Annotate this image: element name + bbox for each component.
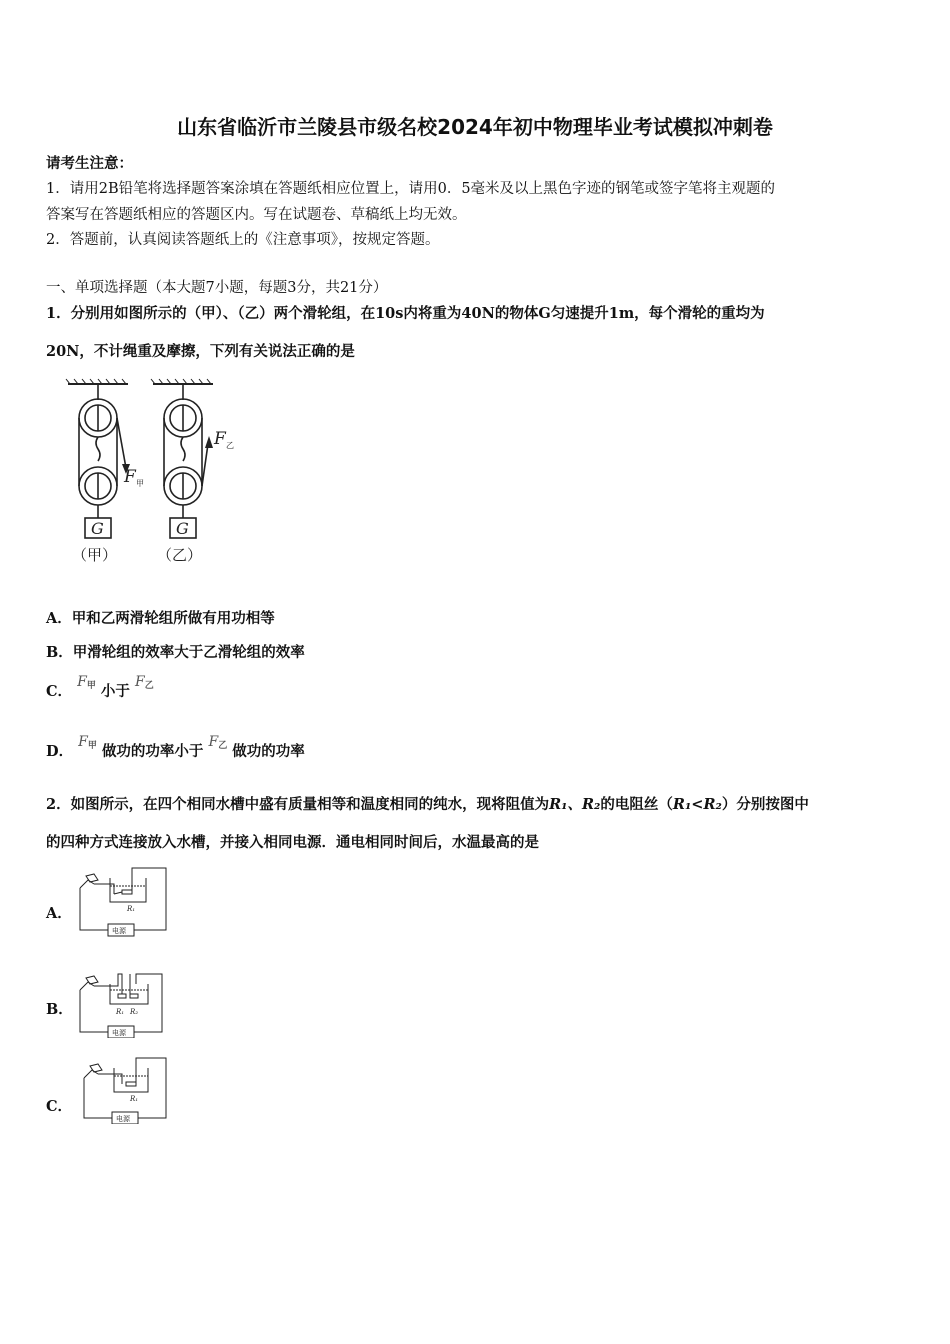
circuit-b xyxy=(74,970,170,1038)
circuit-c-resistor-label: R₁ xyxy=(130,1095,139,1103)
pulley-group-jia xyxy=(79,384,126,538)
option-c-text: 小于 xyxy=(100,683,130,700)
question-2-text-c: 的电阻丝（ xyxy=(600,796,673,813)
question-1-line-1: 1．分别用如图所示的（甲）、（乙）两个滑轮组，在10s内将重为40N的物体G匀速提升1m，每个滑轮的重均为 xyxy=(46,305,765,322)
load-label-jia: G xyxy=(91,519,104,538)
option-c-label: C． xyxy=(46,683,73,700)
pulley-group-yi xyxy=(164,384,208,538)
question-2-resistors: R₁、R₂ xyxy=(549,796,601,813)
question-1-option-a[interactable]: A．甲和乙两滑轮组所做有用功相等 xyxy=(46,610,275,627)
force-sub-jia: 甲 xyxy=(136,479,144,488)
circuit-a xyxy=(74,866,170,938)
ceiling-jia xyxy=(66,379,128,384)
question-2-text-a: 2．如图所示，在四个相同水槽中盛有质量相等和温度相同的纯水，现将阻值为 xyxy=(46,796,550,813)
notice-item-1-line-2: 答案写在答题纸相应的答题区内。写在试题卷、草稿纸上均无效。 xyxy=(46,207,467,223)
load-label-yi: G xyxy=(176,519,189,538)
circuit-c-power-label: 电源 xyxy=(116,1115,130,1123)
circuit-b-power-label: 电源 xyxy=(112,1029,126,1037)
ceiling-yi xyxy=(151,379,213,384)
option-d-symbol-2: F xyxy=(208,734,219,750)
notice-item-1-line-1: 1．请用2B铅笔将选择题答案涂填在答题纸相应位置上，请用0．5毫米及以上黑色字迹的钢笔或签字笔将主观题的 xyxy=(46,181,776,197)
circuit-c xyxy=(78,1056,172,1124)
notice-heading: 请考生注意： xyxy=(46,155,133,172)
question-1-option-d[interactable] xyxy=(46,734,305,761)
question-2-option-a-label[interactable]: A． xyxy=(46,905,72,922)
caption-jia: （甲） xyxy=(72,546,118,564)
option-d-text-end: 做功的功率 xyxy=(232,743,305,760)
question-2-text-e: ）分别按图中 xyxy=(721,796,809,813)
question-1-option-b[interactable]: B．甲滑轮组的效率大于乙滑轮组的效率 xyxy=(46,644,305,661)
circuit-b-resistor-1-label: R₁ xyxy=(116,1008,125,1016)
force-sub-yi: 乙 xyxy=(226,441,234,450)
page-title: 山东省临沂市兰陵县市级名校2024年初中物理毕业考试模拟冲刺卷 xyxy=(177,115,773,139)
force-label-jia: F xyxy=(124,467,136,487)
circuit-b-resistor-2-label: R₂ xyxy=(130,1008,139,1016)
section-heading: 一、单项选择题（本大题7小题，每题3分，共21分） xyxy=(46,280,388,296)
option-c-symbol-1: F xyxy=(77,674,87,690)
option-d-label: D． xyxy=(46,743,74,760)
question-2-option-b-label[interactable]: B． xyxy=(46,1001,73,1018)
question-2-line-2: 的四种方式连接放入水槽，并接入相同电源．通电相同时间后，水温最高的是 xyxy=(46,834,539,851)
circuit-a-power-label: 电源 xyxy=(112,927,126,935)
caption-yi: （乙） xyxy=(157,546,203,564)
question-1-option-c[interactable] xyxy=(46,674,154,701)
option-c-subscript-2: 乙 xyxy=(144,681,154,691)
force-arrow-yi-icon xyxy=(205,436,213,448)
pulley-figure xyxy=(58,378,258,578)
question-2-resistor-relation: R₁<R₂ xyxy=(672,796,722,813)
circuit-a-resistor-label: R₁ xyxy=(127,905,136,913)
notice-item-2: 2．答题前，认真阅读答题纸上的《注意事项》，按规定答题。 xyxy=(46,232,440,248)
question-2-option-c-label[interactable]: C． xyxy=(46,1098,73,1115)
question-2-line-1 xyxy=(46,793,809,814)
option-c-subscript-1: 甲 xyxy=(86,681,96,691)
option-d-symbol-1: F xyxy=(78,734,88,750)
option-d-text: 做功的功率小于 xyxy=(101,743,204,760)
option-d-subscript-1: 甲 xyxy=(87,741,97,751)
question-1-line-2: 20N，不计绳重及摩擦，下列有关说法正确的是 xyxy=(46,343,355,360)
force-label-yi: F xyxy=(214,429,226,449)
option-d-subscript-2: 乙 xyxy=(218,741,228,751)
option-c-symbol-2: F xyxy=(134,674,145,690)
